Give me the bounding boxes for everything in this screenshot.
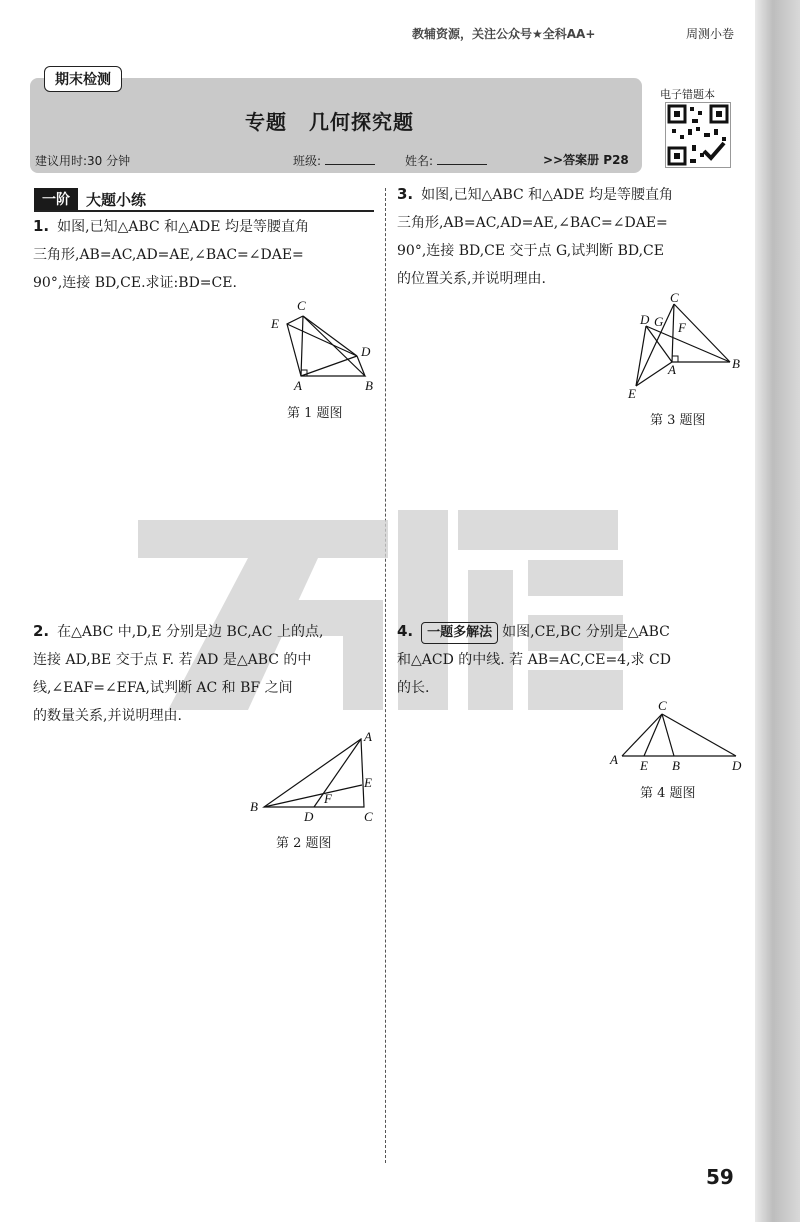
fig1-label-a: A: [294, 378, 302, 393]
fig3-label-c: C: [670, 292, 679, 305]
question-2-line-3: 线,∠EAF=∠EFA,试判断 AC 和 BF 之间: [33, 680, 293, 696]
fig3-label-e: E: [628, 386, 636, 401]
question-3-line-1: [397, 180, 742, 209]
question-3-line-2: 三角形,AB=AC,AD=AE,∠BAC=∠DAE=: [397, 215, 668, 231]
figure-3-diagram: [624, 292, 754, 407]
section-label: 大题小练: [86, 191, 147, 209]
fig3-label-g: G: [654, 314, 664, 329]
question-1-line-3: 90°,连接 BD,CE.求证:BD=CE.: [33, 275, 237, 291]
name-label: 姓名:: [405, 154, 434, 168]
figure-4-caption: 第 4 题图: [640, 786, 696, 801]
question-3: [397, 180, 742, 293]
figure-2-caption: 第 2 题图: [276, 836, 332, 851]
class-field: [293, 152, 375, 169]
question-2-line-4: 的数量关系,并说明理由.: [33, 708, 182, 724]
name-blank: [437, 164, 487, 165]
top-banner: [0, 22, 755, 46]
figure-4: [604, 698, 754, 782]
fig3-label-b: B: [732, 356, 740, 371]
question-3-text: 如图,已知△ABC 和△ADE 均是等腰直角: [421, 187, 673, 203]
question-1-text: 如图,已知△ABC 和△ADE 均是等腰直角: [57, 219, 309, 235]
fig4-label-c: C: [658, 698, 667, 713]
fig2-label-e: E: [364, 775, 372, 790]
question-4-number: 4.: [397, 622, 414, 640]
qr-label: 电子错题本: [660, 88, 715, 101]
fig4-label-b: B: [672, 758, 680, 773]
fig2-label-f: F: [324, 791, 332, 806]
question-1-number: 1.: [33, 217, 50, 235]
section-badge: 一阶: [34, 188, 78, 210]
question-4-line-3: 的长.: [397, 680, 430, 696]
question-2-line-2: 连接 AD,BE 交于点 F. 若 AD 是△ABC 的中: [33, 652, 312, 668]
fig4-label-e: E: [640, 758, 648, 773]
fig1-label-d: D: [361, 344, 371, 359]
fig2-label-a: A: [364, 729, 372, 744]
weekly-label: 周测小卷: [686, 27, 735, 41]
multi-solution-tag: 一题多解法: [421, 622, 498, 644]
fig2-label-b: B: [250, 799, 258, 814]
fig1-label-b: B: [365, 378, 373, 393]
fig1-label-e: E: [271, 316, 279, 331]
question-4-line-2: 和△ACD 的中线. 若 AB=AC,CE=4,求 CD: [397, 652, 671, 668]
name-field: [405, 152, 487, 169]
question-1: [33, 212, 378, 297]
question-3-line-4: 的位置关系,并说明理由.: [397, 271, 546, 287]
question-4-line-1: [397, 617, 747, 646]
fig2-label-c: C: [364, 809, 373, 824]
page-number: 59: [706, 1165, 734, 1189]
figure-2: [244, 727, 384, 831]
fig3-label-a: A: [668, 362, 676, 377]
question-3-line-3: 90°,连接 BD,CE 交于点 G,试判断 BD,CE: [397, 243, 664, 259]
suggested-time: 建议用时:30 分钟: [35, 154, 131, 168]
figure-3: [624, 292, 754, 411]
question-2-text: 在△ABC 中,D,E 分别是边 BC,AC 上的点,: [57, 624, 324, 640]
figure-2-diagram: [244, 727, 384, 827]
figure-1-caption: 第 1 题图: [287, 406, 343, 421]
question-4-text: 如图,CE,BC 分别是△ABC: [502, 624, 670, 640]
fig4-label-a: A: [610, 752, 618, 767]
question-2-number: 2.: [33, 622, 50, 640]
fig1-label-c: C: [297, 298, 306, 313]
class-label: 班级:: [293, 154, 322, 168]
term-tag: 期末检测: [44, 66, 122, 92]
question-1-line-1: [33, 212, 378, 241]
qr-code: [665, 102, 731, 168]
figure-4-diagram: [604, 698, 754, 778]
class-blank: [325, 164, 375, 165]
question-4: [397, 617, 747, 702]
title-topic: 专题: [245, 110, 287, 134]
fig3-label-f: F: [678, 320, 686, 335]
fig3-label-d: D: [640, 312, 650, 327]
question-2-line-1: [33, 617, 378, 646]
question-1-line-2: 三角形,AB=AC,AD=AE,∠BAC=∠DAE=: [33, 247, 304, 263]
figure-3-caption: 第 3 题图: [650, 413, 706, 428]
title-main: 几何探究题: [309, 110, 414, 134]
answer-reference: >>答案册 P28: [543, 153, 629, 167]
meta-row: [35, 150, 645, 170]
question-3-number: 3.: [397, 185, 414, 203]
figure-1: [265, 296, 385, 400]
source-note: 教辅资源，关注公众号★全科AA+: [412, 27, 596, 41]
section-heading: [34, 188, 374, 212]
fig2-label-d: D: [304, 809, 314, 824]
qr-pattern: [666, 103, 730, 167]
figure-1-diagram: [265, 296, 385, 396]
page-edge-shadow: [755, 0, 800, 1222]
question-2: [33, 617, 378, 730]
fig4-label-d: D: [732, 758, 742, 773]
page-title: [245, 106, 414, 135]
